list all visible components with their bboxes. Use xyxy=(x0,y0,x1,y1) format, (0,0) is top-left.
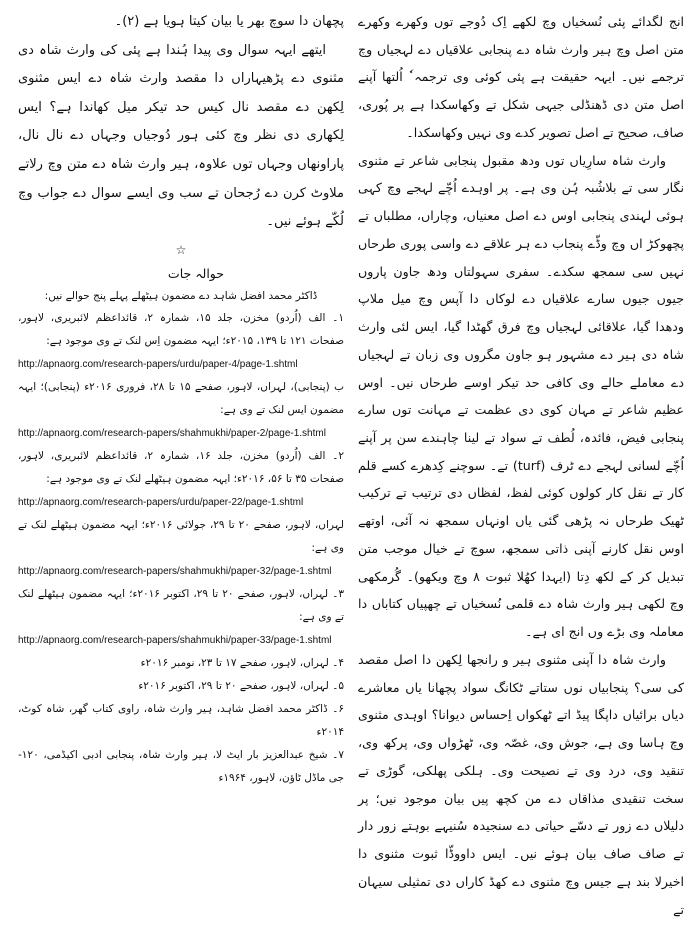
reference-item: ب (پنجابی)، لہراں، لاہور، صفحے ۱۵ تا ۲۸، فروری ۲۰۱۶ء (پنجابی)؛ ایہہ مضمون ایس لنک تے وی ہے: xyxy=(18,380,345,416)
reference-link[interactable]: http://apnaorg.com/research-papers/shahmukhi/paper-2/page-1.shtml xyxy=(18,427,326,439)
references-intro: ڈاکٹر محمد افضل شاہد دے مضمون ہیٹھلے پہلے پنج حوالے نیں: xyxy=(44,289,318,302)
paragraph-2: وارث شاہ سارِیاں توں ودھ مقبول پنجابی شاعر تے مثنوی نگار سی تے بلاشُبہ ہُن وی ہے۔ پر اوہدے اُچّے لہجے وچ کہی ہوئی لہندی پنجابی اوس دے اصل معنیاں، وچاراں، مطلباں تے پچھوکڑ اں وچ وڈّے پنجاب دے ہر علاقے دے واسی پوری طرحاں نہیں سی سمجھ سکدے۔ سفری سہولتاں ودھ جاون پاروں جیوں جیوں سارے علاقیاں دے لوکاں دا آپس وچ میل ملاپ ودھدا گیا، علاقائی لہجیاں وچ فرق گھٹدا گیا، ایس لئی وارث شاہ دی ہیر دے مشہور ہو جاون مگروں وی زبان تے لہجیاں دے معاملے حالے وی کافی حد تیکر اوسے طرحاں نیں۔ اوس عظیم شاعر تے مہان کوی دی عظمت تے مہانت توں سارے پنجابی فیض، فائدہ، لُطف تے سواد تے لینا چاہندے سن پر آپنے اُچّے لسانی لہجے دے ٹرف (turf) تے۔ سوچنے کِدھرے کسے قلم کار تے نقل کار کولوں کوئی لفظ، لفظاں دی ترتیب تے ترکیب ٹھیک طرحاں نہ پڑھی گئی یاں اونہاں سمجھ نہ آئی، اوتھے اوس نقل کارنے آپنی ذاتی سمجھ، سوچ تے خیال موجب متن تبدیل کر کے لکھ دِتا (ایہدا کھُلا ثبوت ۸ وچ ویکھو)۔ گُرمکھی وچ لکھی ہیر وارث شاہ دے قلمی نُسخیاں تے چھپیاں کتاباں دا معاملہ وی بڑے وں انج ای ہے۔ xyxy=(358,152,684,640)
reference-link[interactable]: http://apnaorg.com/research-papers/shahmukhi/paper-33/page-1.shtml xyxy=(18,634,332,646)
paragraph-question: ایتھے ایہہ سوال وی پیدا ہُندا ہے پئی کی وارث شاہ دی مثنوی دے پڑھیہاراں دا مقصد وارث شاہ دے ایس مثنوی لِکھن دے مقصد نال کیس حد تیکر میل کھاندا ہے؟ ایس لِکھاری دی نظر وچ کئی ہور دُوجیاں وجہاں دے نال نال، پاراونھاں وجہاں توں علاوہ، ہیر وارث شاہ دے متن وچ رلاتے ملاوٹ کرن دے رُجحان تے سب وی ایسے سوال دے جواب وچ لُکّے ہوئے نیں۔ xyxy=(18,42,344,230)
reference-item: ۲۔ الف (اُردو) مخزن، جلد ۱۶، شمارہ ۲، قائداعظم لائبریری، لاہور، صفحات ۳۵ تا ۵۶، ۲۰۱۶ء؛ ایہہ مضمون ہیٹھلے لنک تے وی موجود ہے: xyxy=(18,449,345,485)
reference-item: ۱۔ الف (اُردو) مخزن، جلد ۱۵، شمارہ ۲، قائداعظم لائبریری، لاہور، صفحات ۱۲۱ تا ۱۳۹، ۲۰۱۵ء؛ ایہہ مضمون اِس لنک تے وی موجود ہے: xyxy=(18,311,345,347)
star-separator-icon: ☆ xyxy=(175,242,187,257)
paragraph-continued: پچھان دا سوچ بھر یا بیان کیتا ہویا ہے (۲)۔ xyxy=(114,14,344,29)
reference-item: ۴۔ لہراں، لاہور، صفحے ۱۷ تا ۲۳، نومبر ۲۰۱۶ء xyxy=(140,656,344,669)
paragraph-3: وارث شاہ دا آپنی مثنوی ہیر و رانجھا لِکھن دا اصل مقصد کی سی؟ پنجابیاں نوں ستاتے ٹکانگ سواد پچھانا یاں معاشرے دیاں برائیاں داپگا پیڈ اتے ٹھکواں اِحساس دیوانا؟ اوہدی مثنوی وچ ہاسا وی ہے، جوش وی، غصّہ وی، ٹھڑواں وی، پرکھ وی، تنقید وی، درد وی تے نصیحت وی۔ ہلکی پھلکی، گوڑی تے سخت تنقیدی مذاقاں دے من کچھ پیں بیان موجود نیں؛ پر دلیلاں دے زور تے دسّے حیاتی دے سنجیدہ سُنیہے بوہتے زور دار تے صاف صاف بیان ہوئے نیں۔ ایس داووڈّا ثبوت مثنوی دا اخیرلا بند ہے جیس وچ مثنوی دے کھڈ کاراں دی تمثیلی سیہان تے xyxy=(358,651,684,917)
reference-item: ۶۔ ڈاکٹر محمد افضل شاہد، ہیر وارث شاہ، راوی کتاب گھر، شاہ کوٹ، ۲۰۱۴ء xyxy=(18,702,344,738)
reference-link[interactable]: http://apnaorg.com/research-papers/shahmukhi/paper-32/page-1.shtml xyxy=(18,565,332,577)
reference-link[interactable]: http://apnaorg.com/research-papers/urdu/paper-4/page-1.shtml xyxy=(18,358,298,370)
reference-item: لہراں، لاہور، صفحے ۲۰ تا ۲۹، جولائی ۲۰۱۶ء؛ ایہہ مضمون ہیٹھلے لنک تے وی ہے: xyxy=(18,518,345,554)
paragraph-1: انج لگدائے پئی نُسخیاں وچ لکھے اِک دُوجے توں وکھرے وکھرے متن اصل وچ ہیر وارث شاہ دے پنجابی علاقیاں دے لہجیاں وچ ترجمے نیں۔ ایہہ حقیقت ہے پئی کوئی وی ترجمہ ٗ اُلتھا آپنے اصل متن دی ڈھنڈلی جیہی شکل تے وکھاسکدا ہے پر پُوری، صاف، صحیح تے اصل تصویر کدے وی نہیں وکھاسکدا۔ xyxy=(358,14,684,140)
reference-item: ۳۔ لہراں، لاہور، صفحے ۲۰ تا ۲۹، اکتوبر ۲۰۱۶ء؛ ایہہ مضمون ہیٹھلے لنک تے وی ہے: xyxy=(18,587,344,623)
reference-item: ۷۔ شیخ عبدالعزیز بار ایٹ لا، ہیر وارث شاہ، پنجابی ادبی اکیڈمی، ۱۲۰- جی ماڈل ٹاؤن، لاہور، ۱۹۶۴ء xyxy=(18,748,344,784)
reference-item: ۵۔ لہراں، لاہور، صفحے ۲۰ تا ۲۹، اکتوبر ۲۰۱۶ء xyxy=(138,679,344,692)
references-title: حوالہ جات xyxy=(167,265,224,281)
left-column xyxy=(18,8,344,790)
reference-link[interactable]: http://apnaorg.com/research-papers/urdu/paper-22/page-1.shtml xyxy=(18,496,304,508)
right-column xyxy=(358,8,684,923)
